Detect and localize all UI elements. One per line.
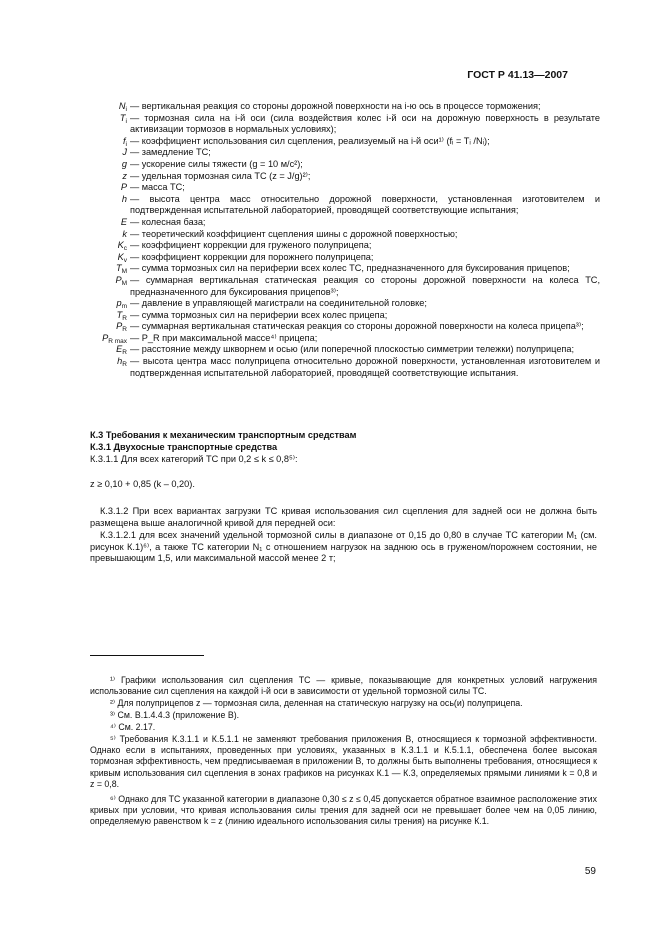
- footnote-6: ⁶⁾ Однако для ТС указанной категории в диапазоне 0,30 ≤ z ≤ 0,45 допускается обратное взаимное расположение этих кривых при условии, что кривая использования силы трения для задней оси не превышает более чем на 0,05 линию, определяемую равенством k = z (линию идеального использования силы трения) на рисунке К.1.: [90, 794, 597, 827]
- footnote-3: ³⁾ См. В.1.4.4.3 (приложение В).: [110, 710, 240, 720]
- definition-row: [80, 275, 600, 298]
- definition-row: [80, 113, 600, 136]
- definition-text: — высота центра масс полуприцепа относительно дорожной поверхности, установленная изготовителем и подтвержденная испытательной лабораторией, проводящей соответствующие испытания.: [130, 356, 600, 378]
- definition-text: — теоретический коэффициент сцепления шины с дорожной поверхностью;: [130, 228, 458, 239]
- definition-row: [80, 240, 600, 252]
- definition-text: — P_R при максимальной массе⁴⁾ прицепа;: [130, 332, 318, 343]
- definition-text: — расстояние между шкворнем и осью (или поперечной плоскостью симметрии тележки) полуприцепа;: [130, 344, 575, 355]
- definition-text: — давление в управляющей магистрали на соединительной головке;: [130, 298, 427, 309]
- definition-symbol: $N_i$: [118, 101, 127, 113]
- definition-symbol: $p_m$: [116, 298, 127, 311]
- definition-text: — тормозная сила на i-й оси (сила воздействия колес i-й оси на дорожную поверхность в результате активизации тормозов в нормальных условиях);: [130, 112, 600, 135]
- definition-row: [80, 182, 600, 194]
- definition-symbol: $T_R$: [116, 309, 127, 322]
- definition-symbol: $h_R$: [117, 356, 127, 369]
- definition-row: [80, 171, 600, 183]
- definition-text: — удельная тормозная сила ТС (z = J/g)²⁾;: [130, 170, 311, 181]
- definition-text: — коэффициент использования сил сцепления, реализуемый на i-й оси¹⁾ (fᵢ = Tᵢ /Nᵢ);: [130, 135, 490, 146]
- standard-header: ГОСТ Р 41.13—2007: [467, 69, 568, 81]
- symbol-definitions: [80, 101, 600, 379]
- definition-text: — коэффициент коррекции для порожнего полуприцепа;: [130, 251, 374, 262]
- definition-row: [80, 147, 600, 159]
- definition-symbol: z: [122, 170, 127, 181]
- definition-row: [80, 194, 600, 217]
- definition-symbol: h: [121, 193, 127, 204]
- definition-text: — суммарная вертикальная статическая реакция со стороны дорожной поверхности на колеса прицепа³⁾;: [130, 321, 584, 332]
- definition-text: — суммарная вертикальная статическая реакция со стороны дорожной поверхности на колеса ТС, предназначенного для буксирования прицепов³⁾;: [130, 274, 600, 297]
- definition-symbol: $K_c$: [117, 240, 127, 253]
- definition-symbol: J: [122, 147, 127, 158]
- definition-text: — масса ТС;: [130, 182, 185, 193]
- definition-row: [80, 136, 600, 148]
- definition-text: — сумма тормозных сил на периферии всех колес прицепа;: [130, 309, 388, 320]
- definition-row: [80, 101, 600, 113]
- definition-text: — сумма тормозных сил на периферии всех колес ТС, предназначенного для буксирования прицепов;: [130, 263, 570, 274]
- definition-row: [80, 333, 600, 345]
- definition-symbol: $E_R$: [116, 344, 127, 357]
- definition-text: — коэффициент коррекции для груженого полуприцепа;: [130, 240, 372, 251]
- footnote-separator: [90, 655, 204, 656]
- definition-text: — вертикальная реакция со стороны дорожной поверхности на i-ю ось в процессе торможения;: [130, 101, 541, 111]
- definition-symbol: k: [122, 228, 127, 239]
- definition-symbol: E: [120, 216, 127, 227]
- definition-text: — колесная база;: [130, 216, 206, 227]
- definition-symbol: g: [121, 158, 127, 169]
- clause-k312: К.3.1.2 При всех вариантах загрузки ТС кривая использования сил сцепления для задней оси не должна быть размещена выше аналогичной кривой для передней оси:: [90, 506, 597, 528]
- formula-k311: z ≥ 0,10 + 0,85 (k – 0,20).: [90, 479, 195, 489]
- definition-symbol: $P_M$: [115, 274, 127, 287]
- definition-symbol: $K_v$: [117, 251, 127, 264]
- definition-row: [80, 159, 600, 171]
- definition-row: [80, 310, 600, 322]
- definition-row: [80, 321, 600, 333]
- clause-k311: К.3.1.1 Для всех категорий ТС при 0,2 ≤ k ≤ 0,8⁵⁾:: [90, 454, 298, 464]
- definition-row: [80, 263, 600, 275]
- section-k3-title: К.3 Требования к механическим транспортным средствам: [90, 430, 357, 440]
- definition-text: — ускорение силы тяжести (g = 10 м/с²);: [130, 158, 303, 169]
- definition-symbol: $T_i$: [119, 112, 127, 125]
- definition-text: — замедление ТС;: [130, 147, 211, 158]
- definition-symbol: $P_{R max}$: [102, 332, 127, 345]
- definition-row: [80, 217, 600, 229]
- clause-k3121: К.3.1.2.1 для всех значений удельной тормозной силы в диапазоне от 0,15 до 0,80 в случае ТС категории M₁ (см. рисунок К.1)⁶⁾, а также ТС категории N₁ с отношением нагрузок на заднюю ось в груженом/порожнем состоянии, не превышающим 1,5, или максимальной массой менее 2 т;: [90, 530, 597, 564]
- definition-symbol: $f_i$: [122, 135, 127, 148]
- footnote-2: ²⁾ Для полуприцепов z — тормозная сила, деленная на статическую нагрузку на ось(и) полуприцепа.: [110, 698, 523, 708]
- definition-symbol: P: [120, 182, 127, 193]
- footnote-1: ¹⁾ Графики использования сил сцепления ТС — кривые, показывающие для конкретных условий нагружения использование сил сцепления на каждой i-й оси в зависимости от удельной тормозной силы ТС.: [90, 675, 597, 697]
- definition-symbol: $T_M$: [115, 263, 127, 276]
- page-number: 59: [584, 866, 596, 877]
- footnote-4: ⁴⁾ См. 2.17.: [110, 722, 156, 732]
- footnote-5: ⁵⁾ Требования К.3.1.1 и К.5.1.1 не заменяют требования приложения В, относящиеся к тормозной эффективности. Однако если в испытаниях, проведенных при условиях, указанных в К.3.1.1 и К.5.1.1, обеспечена более высокая тормозная эффективность, чем предписываемая в приложении В, то должны быть выполнены требования, относящиеся к кривым использования сил сцепления в зонах графиков на рисунках К.1 — К.3, определяемых прямыми линиями k = 0,8 и z = 0,8.: [90, 734, 597, 789]
- definition-row: [80, 298, 600, 310]
- definition-row: [80, 252, 600, 264]
- definition-row: [80, 229, 600, 241]
- definition-symbol: $P_R$: [116, 321, 127, 334]
- definition-row: [80, 356, 600, 379]
- definition-row: [80, 344, 600, 356]
- definition-text: — высота центра масс относительно дорожной поверхности, установленная изготовителем и подтвержденная испытательной лабораторией, проводящей соответствующие испытания;: [130, 193, 600, 216]
- section-k31-title: К.3.1 Двухосные транспортные средства: [90, 442, 278, 452]
